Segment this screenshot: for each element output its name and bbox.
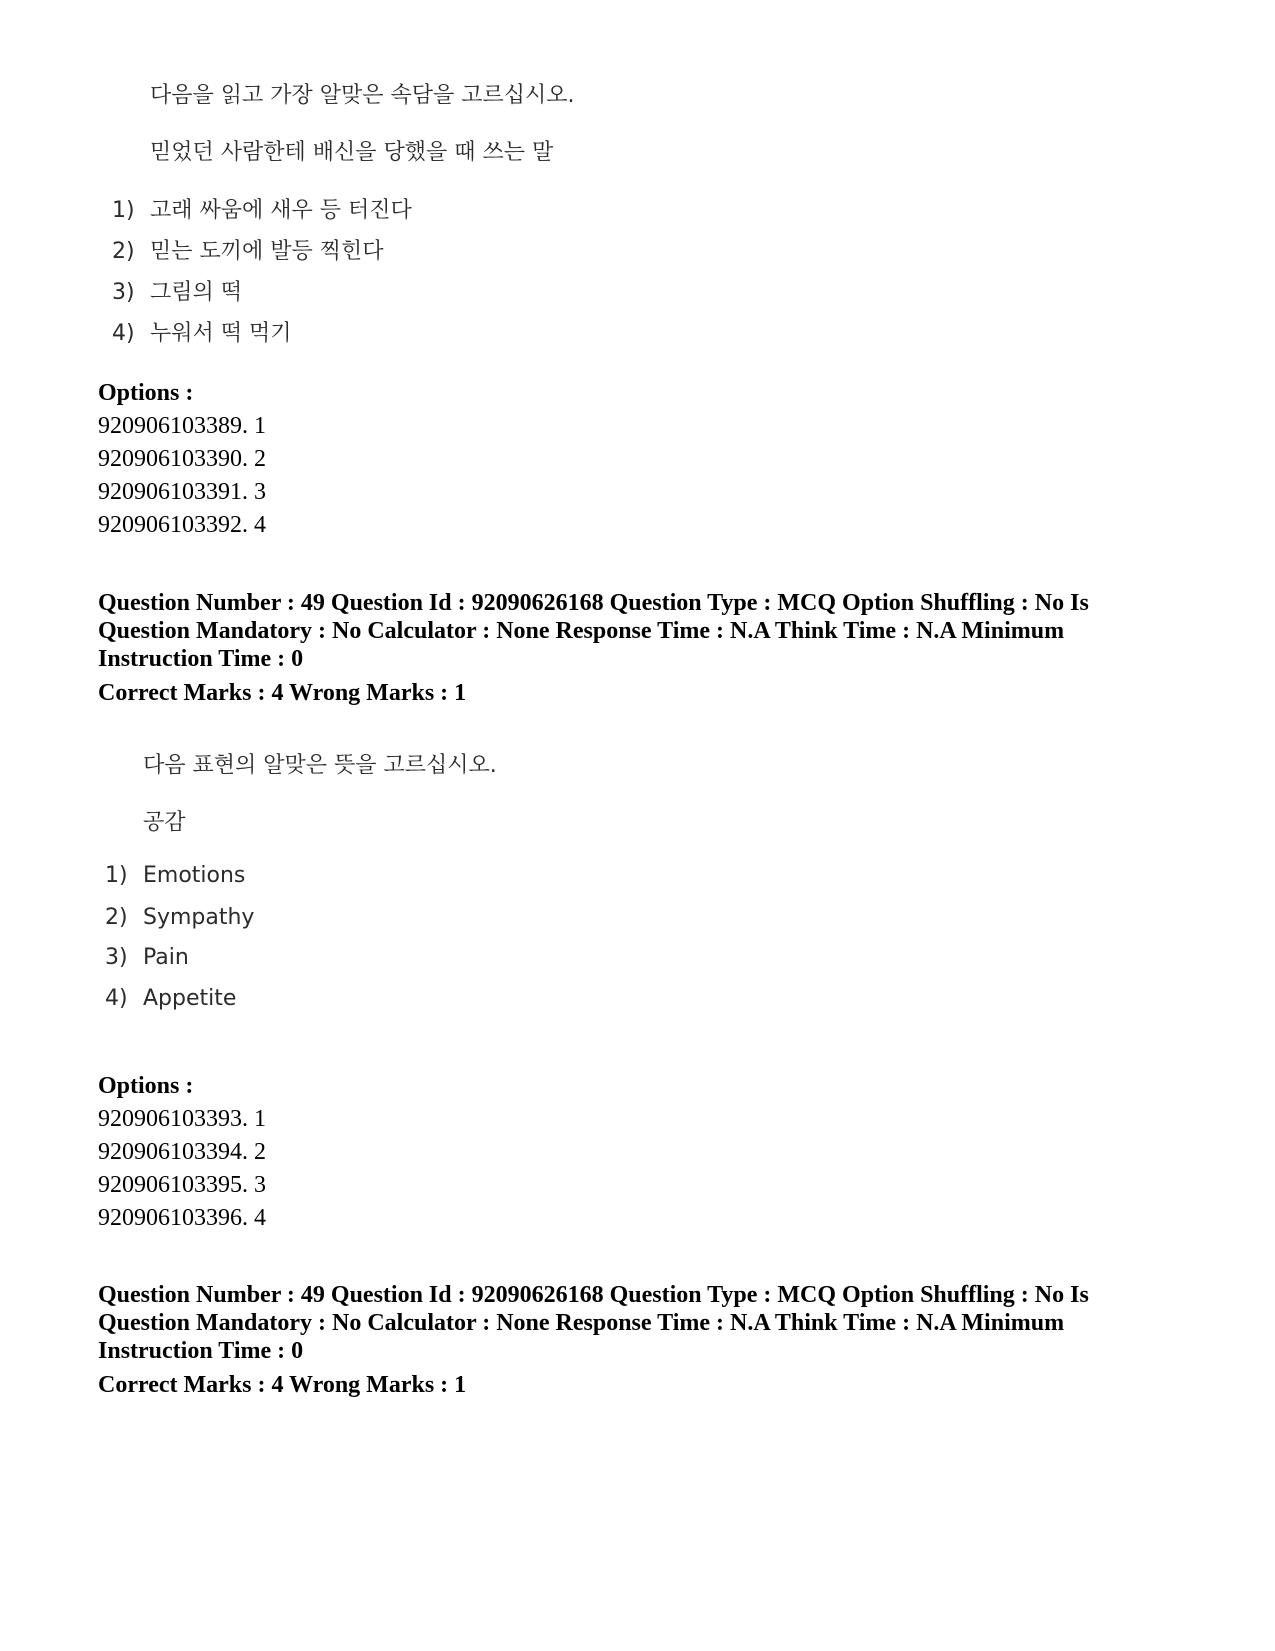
question-header <box>98 589 1198 707</box>
choice-text: Emotions <box>143 863 246 888</box>
question-meta-line: Question Number : 49 Question Id : 92090626168 Question Type : MCQ Option Shuffling : No Is <box>98 1282 1089 1308</box>
options-block <box>98 1072 1198 1237</box>
choice-text: 고래 싸움에 새우 등 터진다 <box>150 198 412 223</box>
option-item: 920906103393. 1 <box>98 1106 266 1132</box>
choice-number: 4) <box>105 986 128 1011</box>
question-instruction: 다음을 읽고 가장 알맞은 속담을 고르십시오. <box>150 83 575 108</box>
options-block <box>98 379 1198 544</box>
choice-item <box>105 945 189 970</box>
options-label: Options : <box>98 380 194 406</box>
question-marks: Correct Marks : 4 Wrong Marks : 1 <box>98 680 467 706</box>
choice-text: Sympathy <box>143 905 255 930</box>
choice-text: 그림의 떡 <box>150 280 243 305</box>
choice-item <box>105 986 236 1011</box>
question-context: 공감 <box>143 810 186 835</box>
choice-number: 3) <box>112 280 135 305</box>
option-item: 920906103394. 2 <box>98 1139 266 1165</box>
question-meta-line: Question Mandatory : No Calculator : None Response Time : N.A Think Time : N.A Minimum <box>98 618 1065 644</box>
choice-number: 4) <box>112 321 135 346</box>
choice-text: 누워서 떡 먹기 <box>150 321 292 346</box>
question-context: 믿었던 사람한테 배신을 당했을 때 쓰는 말 <box>150 140 554 165</box>
choice-item <box>112 234 384 265</box>
option-item: 920906103390. 2 <box>98 446 266 472</box>
options-label: Options : <box>98 1073 194 1099</box>
question-header <box>98 1281 1198 1399</box>
question-meta-line: Question Mandatory : No Calculator : None Response Time : N.A Think Time : N.A Minimum <box>98 1310 1065 1336</box>
choice-text: Appetite <box>143 986 237 1011</box>
choice-item <box>105 863 245 888</box>
choice-text: 믿는 도끼에 발등 찍힌다 <box>150 239 384 264</box>
choice-number: 1) <box>105 863 128 888</box>
choice-number: 2) <box>105 905 128 930</box>
option-item: 920906103392. 4 <box>98 512 266 538</box>
option-item: 920906103395. 3 <box>98 1172 266 1198</box>
choice-item <box>112 275 242 306</box>
option-item: 920906103396. 4 <box>98 1205 266 1231</box>
question-marks: Correct Marks : 4 Wrong Marks : 1 <box>98 1372 467 1398</box>
choice-item <box>112 193 412 224</box>
option-item: 920906103391. 3 <box>98 479 266 505</box>
question-instruction: 다음 표현의 알맞은 뜻을 고르십시오. <box>143 753 497 778</box>
question-meta-line: Instruction Time : 0 <box>98 1338 304 1364</box>
choice-item <box>105 905 254 930</box>
choice-number: 1) <box>112 198 135 223</box>
choice-item <box>112 316 292 347</box>
question-meta-line: Instruction Time : 0 <box>98 646 304 672</box>
choice-number: 2) <box>112 239 135 264</box>
choice-text: Pain <box>143 945 189 970</box>
choice-number: 3) <box>105 945 128 970</box>
option-item: 920906103389. 1 <box>98 413 266 439</box>
question-meta-line: Question Number : 49 Question Id : 92090626168 Question Type : MCQ Option Shuffling : No Is <box>98 590 1089 616</box>
